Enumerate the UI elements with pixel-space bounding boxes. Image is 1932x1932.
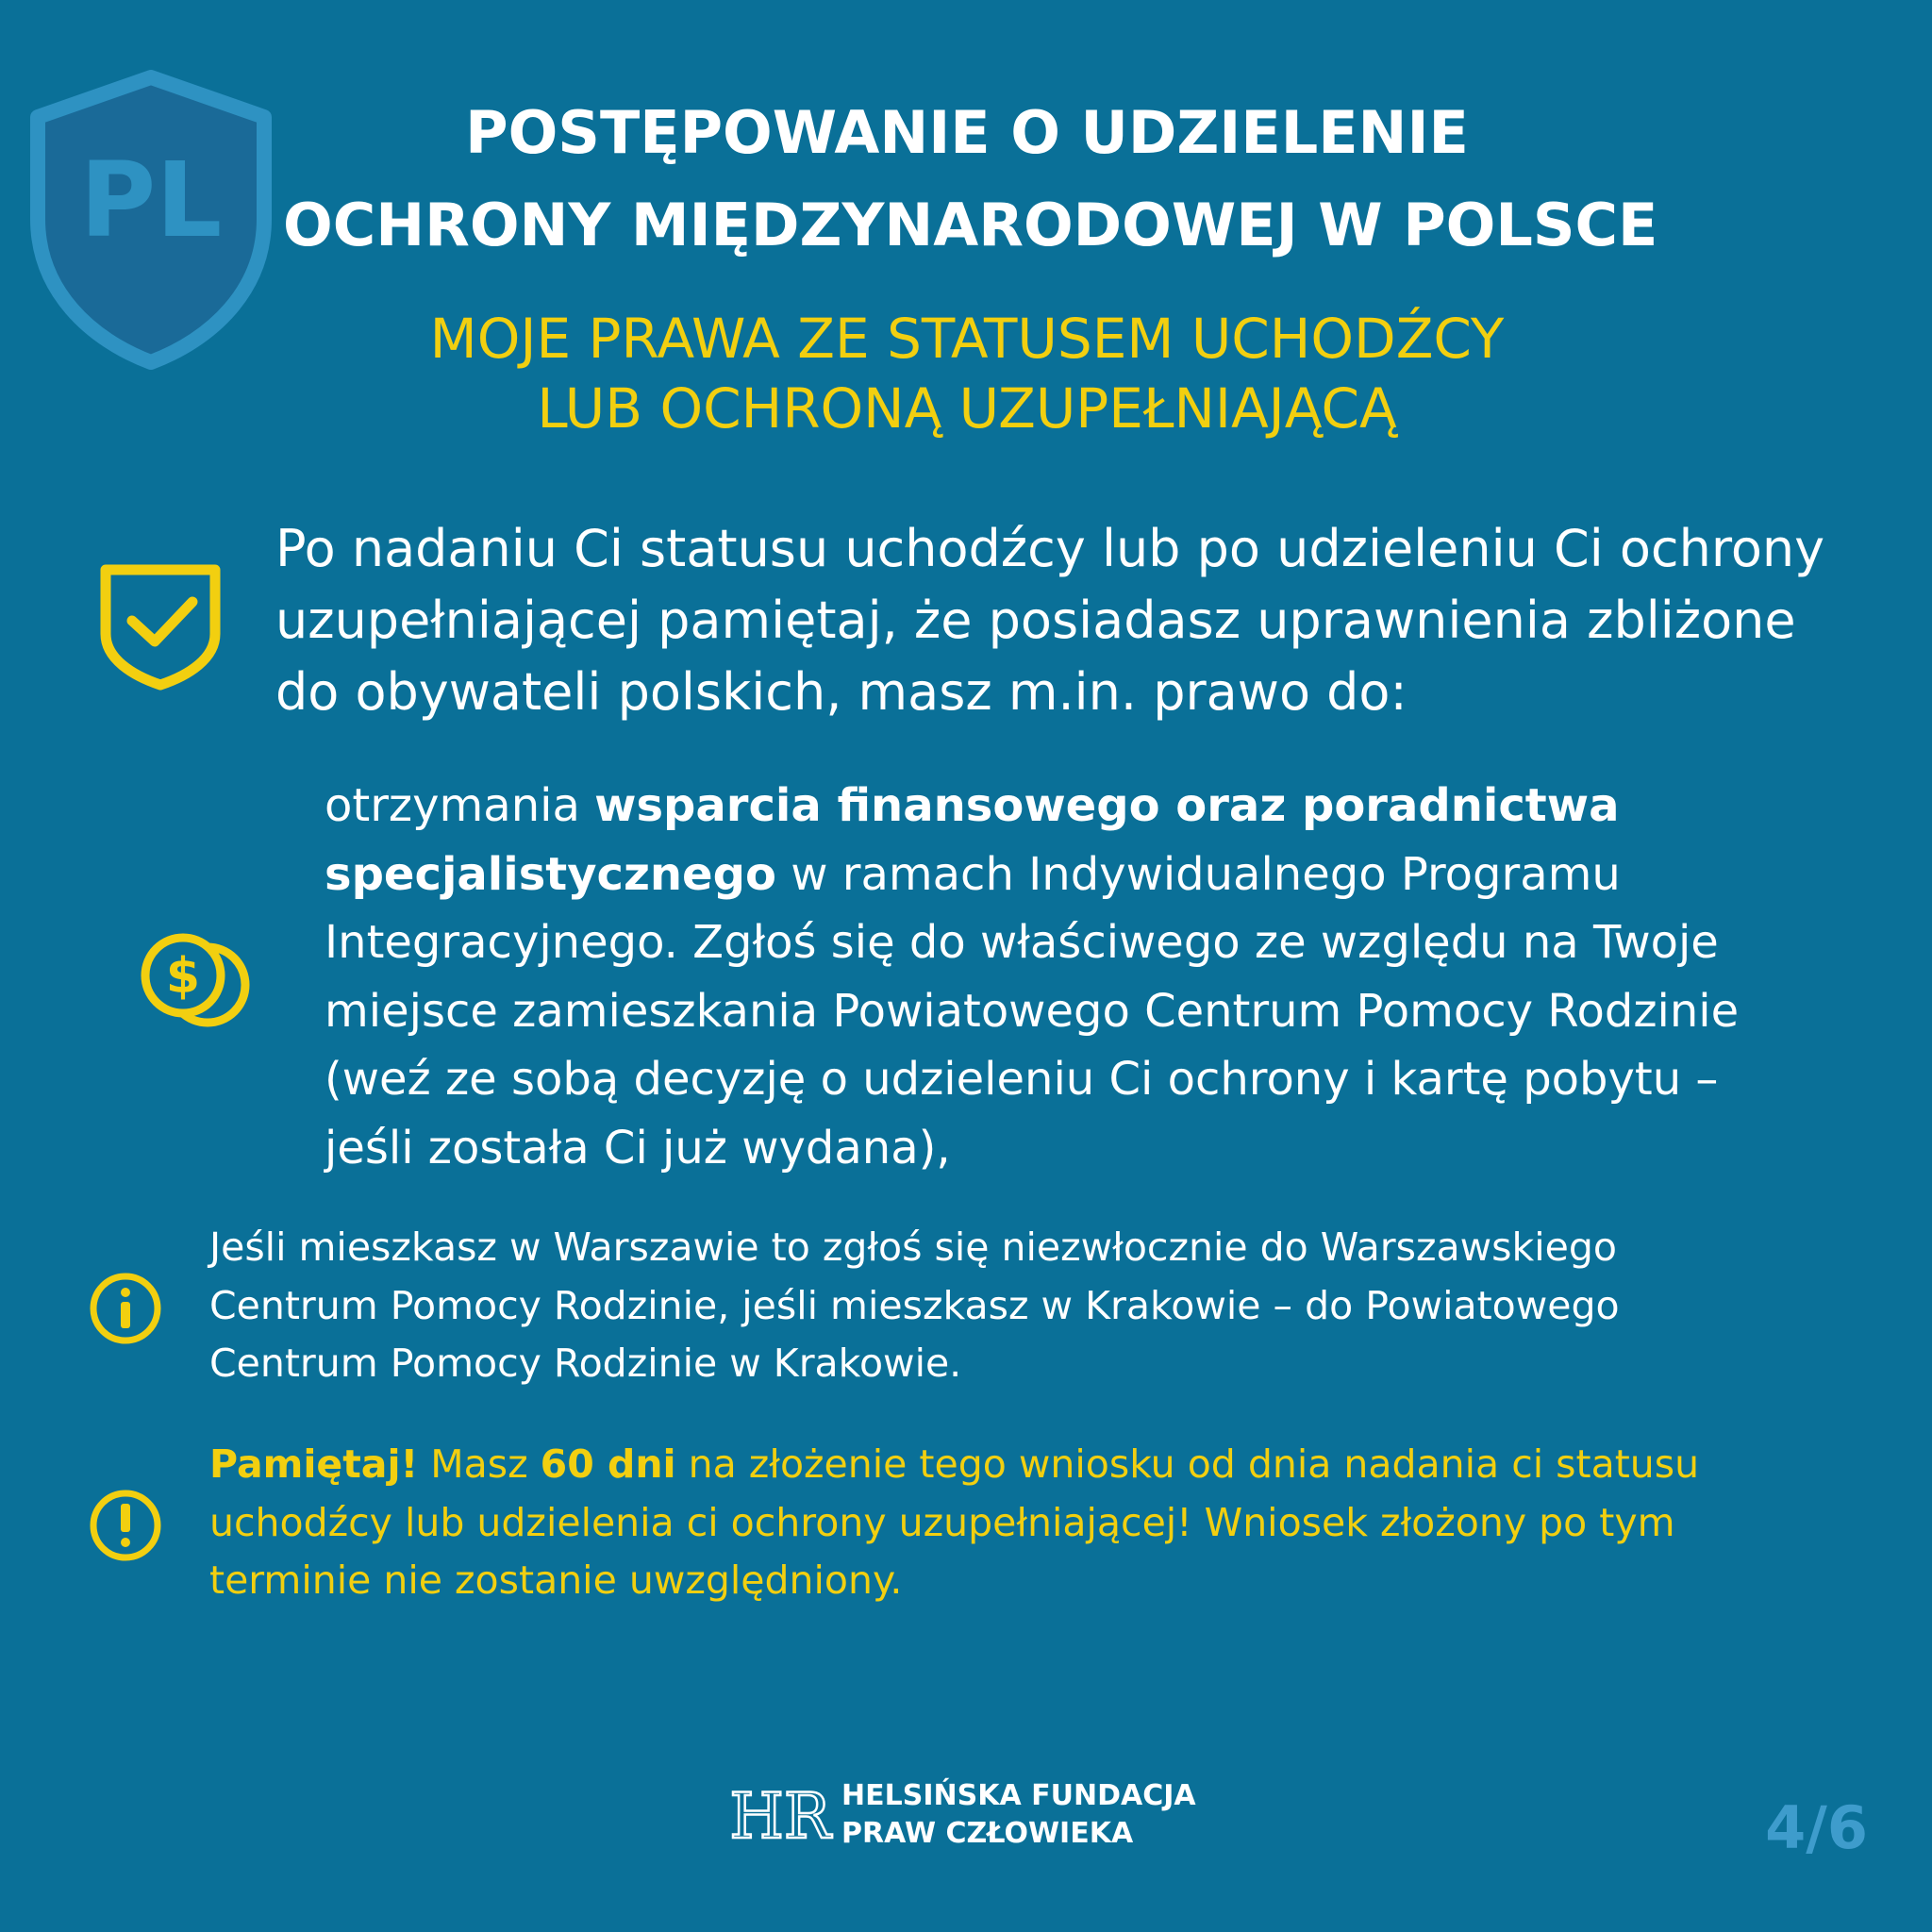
warning-text: Masz xyxy=(418,1441,541,1487)
info-paragraph xyxy=(209,1219,1794,1393)
organization-name-line: HELSIŃSKA FUNDACJA xyxy=(841,1779,1196,1812)
financial-support-paragraph xyxy=(325,772,1834,1182)
intro-line: uzupełniającej pamiętaj, że posiadasz uprawnienia zbliżone xyxy=(275,591,1796,650)
info-icon xyxy=(89,1272,162,1345)
info-line: Centrum Pomocy Rodzinie, jeśli mieszkasz w Krakowie – do Powiatowego xyxy=(209,1282,1620,1328)
financial-line: Integracyjnego. Zgłoś się do właściwego ze względu na Twoje xyxy=(325,916,1719,969)
title-line: POSTĘPOWANIE O UDZIELENIE xyxy=(465,98,1469,167)
intro-line: Po nadaniu Ci statusu uchodźcy lub po udzieleniu Ci ochrony xyxy=(275,519,1825,578)
page-subtitle xyxy=(321,304,1613,443)
warning-line: uchodźcy lub udzielenia ci ochrony uzupełniającej! Wniosek złożony po tym xyxy=(209,1499,1675,1545)
warning-line: terminie nie zostanie uwzględniony. xyxy=(209,1557,903,1603)
warning-emphasis: Pamiętaj! xyxy=(209,1441,419,1487)
organization-name xyxy=(841,1777,1238,1853)
warning-paragraph xyxy=(209,1436,1794,1610)
financial-line: jeśli została Ci już wydana), xyxy=(325,1121,951,1174)
pl-badge-text: PL xyxy=(79,140,223,260)
subtitle-line: LUB OCHRONĄ UZUPEŁNIAJĄCĄ xyxy=(537,376,1397,441)
exclamation-icon xyxy=(89,1489,162,1562)
info-line: Centrum Pomocy Rodzinie w Krakowie. xyxy=(209,1341,962,1386)
svg-text:$: $ xyxy=(165,948,201,1005)
financial-line: (weź ze sobą decyzję o udzieleniu Ci ochrony i kartę pobytu – xyxy=(325,1053,1719,1106)
hr-logo-text: HR xyxy=(729,1780,831,1853)
hr-logo xyxy=(729,1777,831,1853)
organization-name-line: PRAW CZŁOWIEKA xyxy=(841,1817,1134,1850)
financial-line xyxy=(325,841,1834,909)
financial-highlight: specjalistycznego xyxy=(325,847,776,901)
financial-text: w ramach Indywidualnego Programu xyxy=(775,847,1621,901)
warning-text: na złożenie tego wniosku od dnia nadania ci statusu xyxy=(675,1441,1700,1487)
page-title xyxy=(283,87,1658,272)
subtitle-line: MOJE PRAWA ZE STATUSEM UCHODŹCY xyxy=(429,307,1505,371)
warning-deadline: 60 dni xyxy=(540,1441,676,1487)
title-line: OCHRONY MIĘDZYNARODOWEJ W POLSCE xyxy=(283,191,1658,259)
financial-line xyxy=(325,772,1834,841)
shield-check-icon xyxy=(98,560,223,691)
warning-line xyxy=(209,1436,1794,1494)
financial-highlight: wsparcia finansowego oraz poradnictwa xyxy=(594,779,1620,832)
pl-shield-logo xyxy=(26,68,275,370)
intro-line: do obywateli polskich, masz m.in. prawo do: xyxy=(275,662,1407,722)
financial-text: otrzymania xyxy=(325,779,595,832)
page-counter: 4/6 xyxy=(1765,1793,1868,1862)
financial-line: miejsce zamieszkania Powiatowego Centrum Pomocy Rodzinie xyxy=(325,984,1740,1038)
coins-icon xyxy=(138,930,255,1028)
intro-paragraph xyxy=(275,513,1823,728)
info-line: Jeśli mieszkasz w Warszawie to zgłoś się niezwłocznie do Warszawskiego xyxy=(209,1224,1618,1270)
